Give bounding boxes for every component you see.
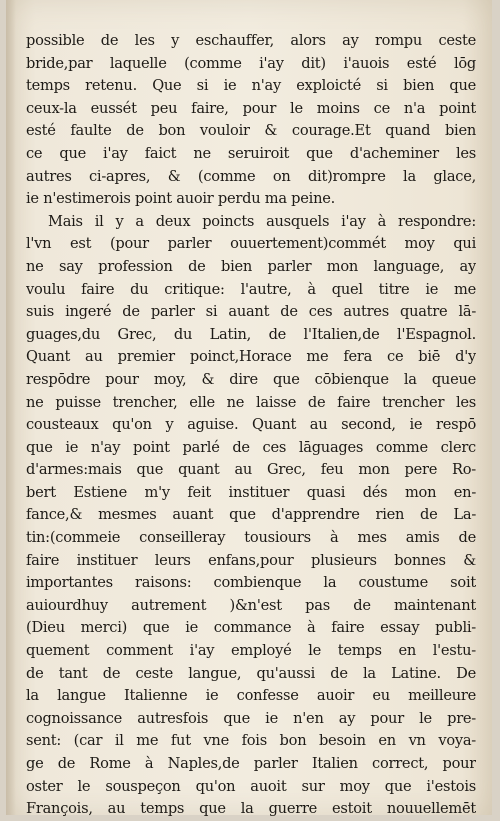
text-line: autres ci-apres, & (comme on dit)rompre la glace, bbox=[26, 167, 476, 185]
text-line: Quant au premier poinct,Horace me fera ce biē d'y bbox=[26, 348, 476, 366]
page-gutter-shadow bbox=[6, 0, 16, 815]
text-line: la langue Italienne ie confesse auoir eu meilleure bbox=[26, 687, 476, 705]
text-line: respōdre pour moy, & dire que cōbienque la queue bbox=[26, 370, 476, 388]
text-line: cognoissance autresfois que ie n'en ay pour le pre- bbox=[26, 709, 476, 727]
text-line: sent: (car il me fut vne fois bon besoin en vn voya- bbox=[26, 732, 476, 750]
text-line: faire instituer leurs enfans,pour plusieurs bonnes & bbox=[26, 551, 476, 569]
text-line: auiourdhuy autrement )&n'est pas de maintenant bbox=[26, 596, 476, 614]
text-line: que ie n'ay point parlé de ces lāguages comme clerc bbox=[26, 438, 476, 456]
text-line: (Dieu merci) que ie commance à faire essay publi- bbox=[26, 619, 476, 637]
text-line: ne say profession de bien parler mon language, ay bbox=[26, 257, 476, 275]
text-line: bride,par laquelle (comme i'ay dit) i'auois esté lōg bbox=[26, 54, 476, 72]
text-line: possible de les y eschauffer, alors ay rompu ceste bbox=[26, 32, 476, 49]
text-line: fance,& mesmes auant que d'apprendre rien de La- bbox=[26, 506, 476, 524]
text-line: l'vn est (pour parler ouuertement)commét moy qui bbox=[26, 235, 476, 253]
text-line: tin:(commeie conseilleray tousiours à mes amis de bbox=[26, 529, 476, 547]
body-text bbox=[26, 30, 476, 821]
text-line: d'armes:mais que quant au Grec, feu mon pere Ro- bbox=[26, 461, 476, 479]
text-line: François, au temps que la guerre estoit nouuellemēt bbox=[26, 800, 476, 818]
text-line: temps retenu. Que si ie n'ay exploicté si bien que bbox=[26, 77, 476, 95]
text-line: guages,du Grec, du Latin, de l'Italien,de l'Espagnol. bbox=[26, 325, 476, 343]
text-line: ie n'estimerois point auoir perdu ma peine. bbox=[26, 190, 335, 208]
text-line: ce que i'ay faict ne seruiroit que d'acheminer les bbox=[26, 144, 476, 162]
text-line: oster le souspeçon qu'on auoit sur moy que i'estois bbox=[26, 777, 476, 795]
text-line: ge de Rome à Naples,de parler Italien correct, pour bbox=[26, 755, 476, 772]
text-line: cousteaux qu'on y aguise. Quant au second, ie respō bbox=[26, 416, 476, 434]
text-line: importantes raisons: combienque la coustume soit bbox=[26, 574, 476, 592]
book-page bbox=[6, 0, 492, 818]
text-line: ne puisse trencher, elle ne laisse de faire trencher les bbox=[26, 393, 476, 411]
text-line: quement comment i'ay employé le temps en l'estu- bbox=[26, 642, 476, 660]
text-line: suis ingeré de parler si auant de ces autres quatre lā- bbox=[26, 303, 476, 321]
text-line: bert Estiene m'y feit instituer quasi dés mon en- bbox=[26, 483, 476, 501]
text-line: de tant de ceste langue, qu'aussi de la Latine. De bbox=[26, 664, 476, 682]
text-line: esté faulte de bon vouloir & courage.Et quand bien bbox=[26, 122, 476, 140]
text-line: ceux-la eussét peu faire, pour le moins ce n'a point bbox=[26, 99, 476, 117]
paragraph-start-line: Mais il y a deux poincts ausquels i'ay à respondre: bbox=[48, 212, 476, 230]
text-line: voulu faire du critique: l'autre, à quel titre ie me bbox=[26, 280, 476, 298]
